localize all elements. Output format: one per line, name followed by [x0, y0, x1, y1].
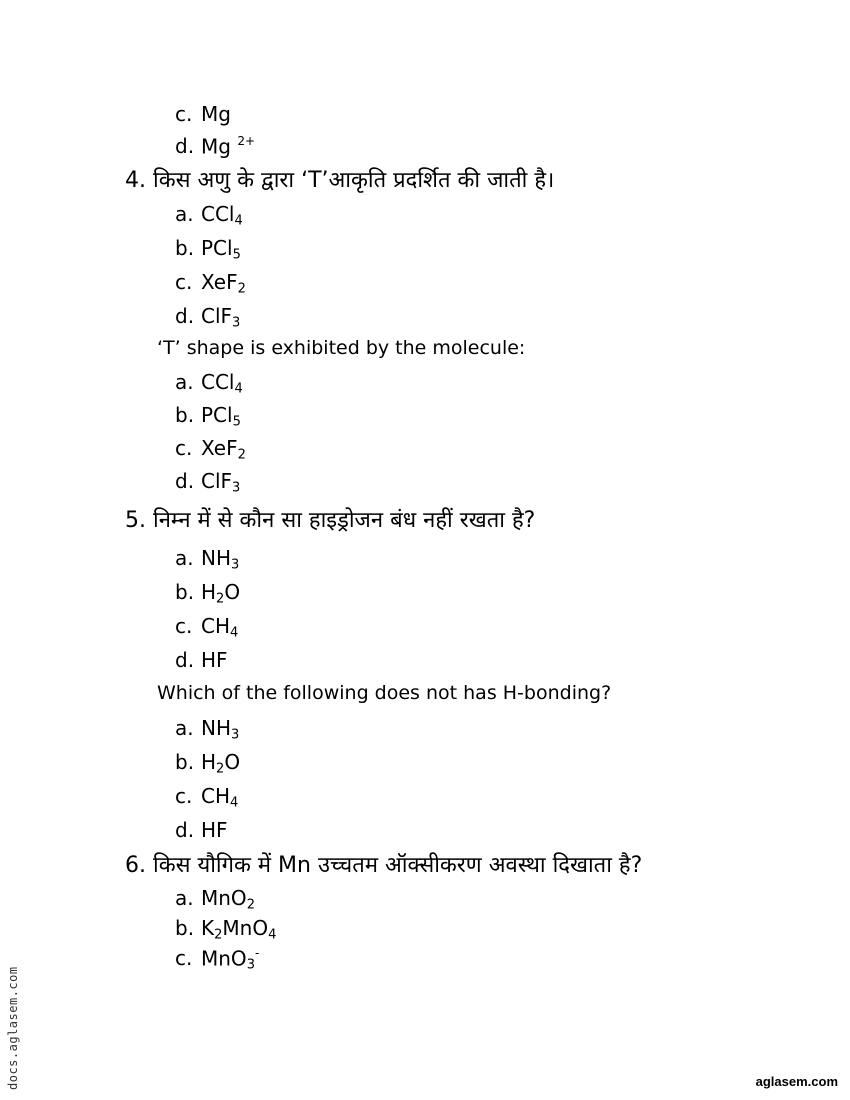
q6-option-a: a. MnO$_2$ — [175, 886, 255, 913]
q5-en-option-d: d. HF — [175, 818, 228, 842]
q6-option-b: b. $K_2MnO_4$ — [175, 916, 277, 943]
q4-hi-option-b: b. PCl$_5$ — [175, 236, 241, 263]
q5-hi-option-b: b. $H_2O$ — [175, 580, 241, 607]
q4-en-option-c: c. XeF$_2$ — [175, 436, 246, 463]
q4-hi-option-d: d. ClF$_3$ — [175, 304, 241, 331]
q3-option-d: d. Mg $^{2+}$ — [175, 134, 256, 159]
q5-en-option-b: b. $H_2O$ — [175, 750, 241, 777]
q5-en-option-a: a. $NH_3$ — [175, 716, 240, 743]
q4-english-question: ‘T’ shape is exhibited by the molecule: — [157, 337, 526, 359]
q5-hi-option-d: d. HF — [175, 648, 228, 672]
q4-en-option-d: d. ClF$_3$ — [175, 469, 241, 496]
q5-hi-option-a: a. $NH_3$ — [175, 546, 240, 573]
q4-hindi-question: 4. किस अणु के द्वारा ‘T’आकृति प्रदर्शित की जाती है। — [125, 168, 555, 193]
corner-watermark: aglasem.com — [755, 1074, 838, 1089]
q5-en-option-c: c. $CH_4$ — [175, 784, 239, 811]
side-watermark: docs.aglasem.com — [6, 966, 20, 1090]
q4-hi-option-c: c. XeF$_2$ — [175, 270, 246, 297]
q6-option-c: c. MnO$_3$- — [175, 946, 260, 973]
q4-en-option-a: a. CCl$_4$ — [175, 370, 243, 397]
q5-hindi-question: 5. निम्न में से कौन सा हाइड्रोजन बंध नहीं रखता है? — [125, 508, 536, 533]
q6-hindi-question: 6. किस यौगिक में Mn उच्चतम ऑक्सीकरण अवस्था दिखाता है? — [125, 853, 643, 878]
q5-english-question: Which of the following does not has H-bonding? — [157, 682, 612, 704]
q3-option-c: c. Mg — [175, 102, 231, 126]
q4-hi-option-a: a. CCl$_4$ — [175, 202, 243, 229]
q4-en-option-b: b. PCl$_5$ — [175, 403, 241, 430]
q5-hi-option-c: c. $CH_4$ — [175, 614, 239, 641]
